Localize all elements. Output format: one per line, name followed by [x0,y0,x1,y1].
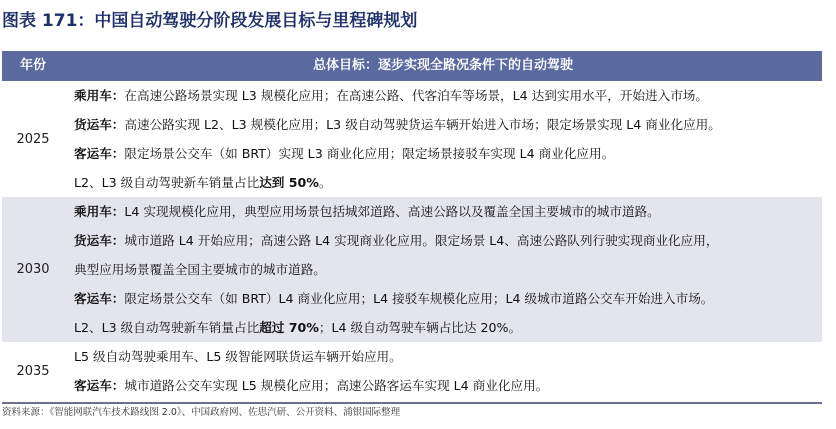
figure-title: 图表 171：中国自动驾驶分阶段发展目标与里程碑规划 [2,11,418,31]
freight-text: 城市道路 L4 开始应用；高速公路 L4 实现商业化应用。限定场景 L4、高速公路队列行驶实现商业化应用， [124,233,719,248]
content-cell [64,81,822,197]
freight-label: 货运车： [74,117,125,132]
bus-line [74,371,822,400]
year-cell: 2035 [16,363,50,379]
bus-label: 客运车： [74,146,125,161]
table-row-2030 [2,197,822,342]
passenger-label: 乘用车： [74,88,125,103]
general-line: L5 级自动驾驶乘用车、L5 级智能网联货运车辆开始应用。 [74,349,402,364]
share-line [74,168,822,197]
year-cell: 2025 [16,131,50,147]
header-goal: 总体目标：逐步实现全路况条件下的自动驾驶 [312,58,573,73]
freight-label: 货运车： [74,233,125,248]
share-suffix: ；L4 级自动驾驶车辆占比达 20%。 [318,320,522,335]
passenger-text: L4 实现规模化应用，典型应用场景包括城郊道路、高速公路以及覆盖全国主要城市的城市道路。 [124,204,660,219]
table-header [2,51,822,81]
share-suffix: 。 [318,175,332,190]
bus-text: 限定场景公交车（如 BRT）L4 商业化应用；L4 接驳车规模化应用；L4 级城市道路公交车开始进入市场。 [124,291,714,306]
share-bold: 达到 50% [259,175,319,190]
freight-line [74,226,822,255]
passenger-text: 在高速公路场景实现 L3 规模化应用；在高速公路、代客泊车等场景，L4 达到实用水平，开始进入市场。 [124,88,708,103]
year-cell: 2030 [16,262,50,277]
source-note: 资料来源：《智能网联汽车技术路线图 2.0》、中国政府网、佐思汽研、公开资料、浦银国际整理 [2,407,401,418]
table-row-2025 [2,81,822,197]
bus-text: 城市道路公交车实现 L5 规模化应用；高速公路客运车实现 L4 商业化应用。 [124,378,549,393]
share-prefix: L2、L3 级自动驾驶新车销量占比 [74,175,260,190]
passenger-label: 乘用车： [74,204,125,219]
freight-text: 高速公路实现 L2、L3 规模化应用；L3 级自动驾驶货运车辆开始进入市场；限定场景实现 L4 商业化应用。 [124,117,721,132]
share-line [74,313,822,342]
bus-label: 客运车： [74,378,125,393]
bus-text: 限定场景公交车（如 BRT）实现 L3 商业化应用；限定场景接驳车实现 L4 商业化应用。 [124,146,615,161]
share-prefix: L2、L3 级自动驾驶新车销量占比 [74,320,260,335]
content-cell [64,342,822,400]
bus-label: 客运车： [74,291,125,306]
passenger-line [74,197,822,226]
table-row-2035 [2,342,822,400]
bus-line [74,139,822,168]
bus-line [74,284,822,313]
header-year: 年份 [19,58,46,73]
share-bold: 超过 70% [259,320,319,335]
content-cell [64,197,822,342]
freight-line-cont: 典型应用场景覆盖全国主要城市的城市道路。 [74,262,326,277]
roadmap-table [2,51,822,400]
freight-line [74,110,822,139]
passenger-line [74,81,822,110]
bottom-rule [2,402,822,404]
